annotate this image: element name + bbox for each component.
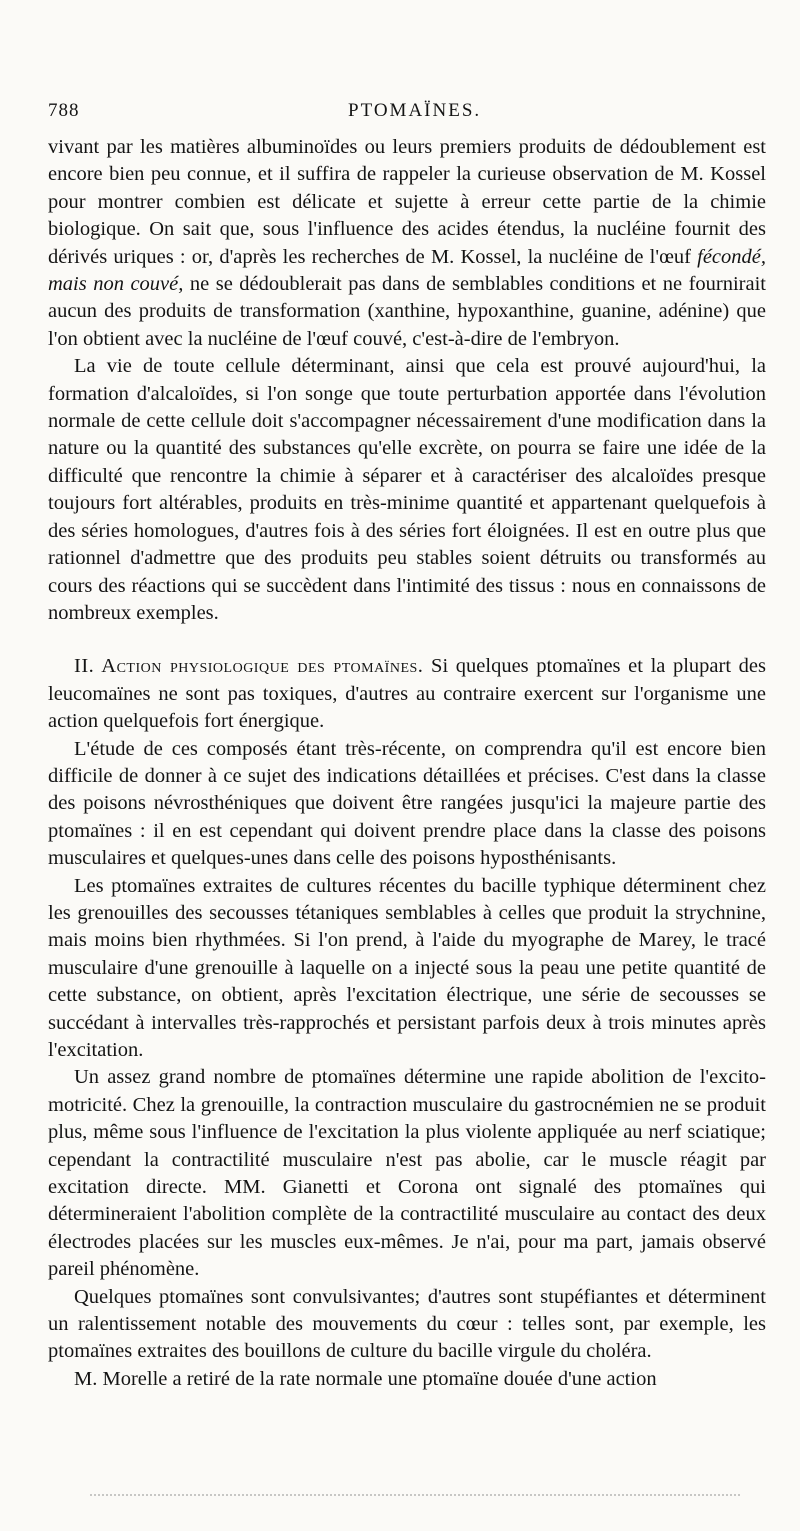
paragraph [48, 134, 766, 353]
running-title: PTOMAÏNES. [348, 100, 482, 121]
scan-artifact [90, 1494, 740, 1496]
page-number: 788 [48, 100, 80, 121]
paragraph: Les ptomaïnes extraites de cultures récentes du bacille typhique déterminent chez les grenouilles des secousses tétaniques semblables à celles que produit la strychnine, mais moins bien rhythmées. Si l'on prend, à l'aide du myographe de Marey, le tracé musculaire d'une grenouille à laquelle on a injecté sous la peau une petite quantité de cette substance, on obtient, après l'excitation électrique, une série de secousses se succédant à intervalles très-rapprochés et persistant parfois deux à trois minutes après l'excitation. [48, 874, 766, 1061]
paragraph: M. Morelle a retiré de la rate normale une ptomaïne douée d'une action [74, 1367, 657, 1390]
section-heading: II. Action physiologique des ptomaïnes. [74, 655, 424, 678]
paragraph: Un assez grand nombre de ptomaïnes détermine une rapide abolition de l'excito-motricité. Chez la grenouille, la contraction musculaire du gastrocnémien ne se produit plus, même sous l'influence de l'excitation la plus violente appliquée au nerf sciatique; cependant la contractilité musculaire n'est pas abolie, car le muscle réagit par excitation directe. MM. Gianetti et Corona ont signalé des ptomaïnes qui détermineraient l'abolition complète de la contractilité musculaire au contact des deux électrodes placées sur les muscles eux-mêmes. Je n'ai, pour ma part, jamais observé pareil phénomène. [48, 1066, 766, 1281]
body-text [48, 134, 766, 1393]
paragraph-text: Si quelques ptomaïnes et la plupart des leucomaïnes ne sont pas toxiques, d'autres au contraire exercent sur l'organisme une action quelquefois fort énergique. [48, 655, 767, 733]
paragraph-text: ne se dédoublerait pas dans de semblables conditions et ne fournirait aucun des produits de transformation (xanthine, hypoxanthine, guanine, adénine) que l'on obtient avec la nucléine de l'œuf couvé, c'est-à-dire de l'embryon. [48, 273, 766, 350]
section-paragraph [48, 653, 766, 735]
paragraph-text: vivant par les matières albuminoïdes ou leurs premiers produits de dédoublement est encore bien peu connue, et il suffira de rappeler la curieuse observation de M. Kossel pour montrer combien est délicate et sujette à erreur cette partie de la chimie biologique. On sait que, sous l'influence des acides étendus, la nucléine fournit des dérivés uriques : or, d'après les recherches de M. Kossel, la nucléine de l'œuf [48, 136, 766, 268]
paragraph: Quelques ptomaïnes sont convulsivantes; d'autres sont stupéfiantes et déterminent un ralentissement notable des mouvements du cœur : telles sont, par exemple, les ptomaïnes extraites des bouillons de culture du bacille virgule du choléra. [48, 1285, 766, 1363]
paragraph: L'étude de ces composés étant très-récente, on comprendra qu'il est encore bien difficile de donner à ce sujet des indications détaillées et précises. C'est dans la classe des poisons névrosthéniques que doivent être rangées jusqu'ici la majeure partie des ptomaïnes : il en est cependant qui doivent prendre place dans la classe des poisons musculaires et quelques-unes dans celle des poisons hyposthénisants. [48, 737, 766, 870]
page-header [48, 100, 766, 134]
paragraph: La vie de toute cellule déterminant, ainsi que cela est prouvé aujourd'hui, la formation d'alcaloïdes, si l'on songe que toute perturbation apportée dans l'évolution normale de cette cellule doit s'accompagner nécessairement d'une modification dans la nature ou la quantité des substances qu'elle excrète, on pourra se faire une idée de la difficulté que rencontre la chimie à séparer et à caractériser des alcaloïdes presque toujours fort altérables, produits en très-minime quantité et appartenant quelquefois à des séries homologues, d'autres fois à des séries fort éloignées. Il est en outre plus que rationnel d'admettre que des produits peu stables soient détruits ou transformés au cours des réactions qui se succèdent dans l'intimité des tissus : nous en connaissons de nombreux exemples. [48, 355, 766, 624]
italic-text: fécondé, mais non couvé, [48, 245, 766, 296]
